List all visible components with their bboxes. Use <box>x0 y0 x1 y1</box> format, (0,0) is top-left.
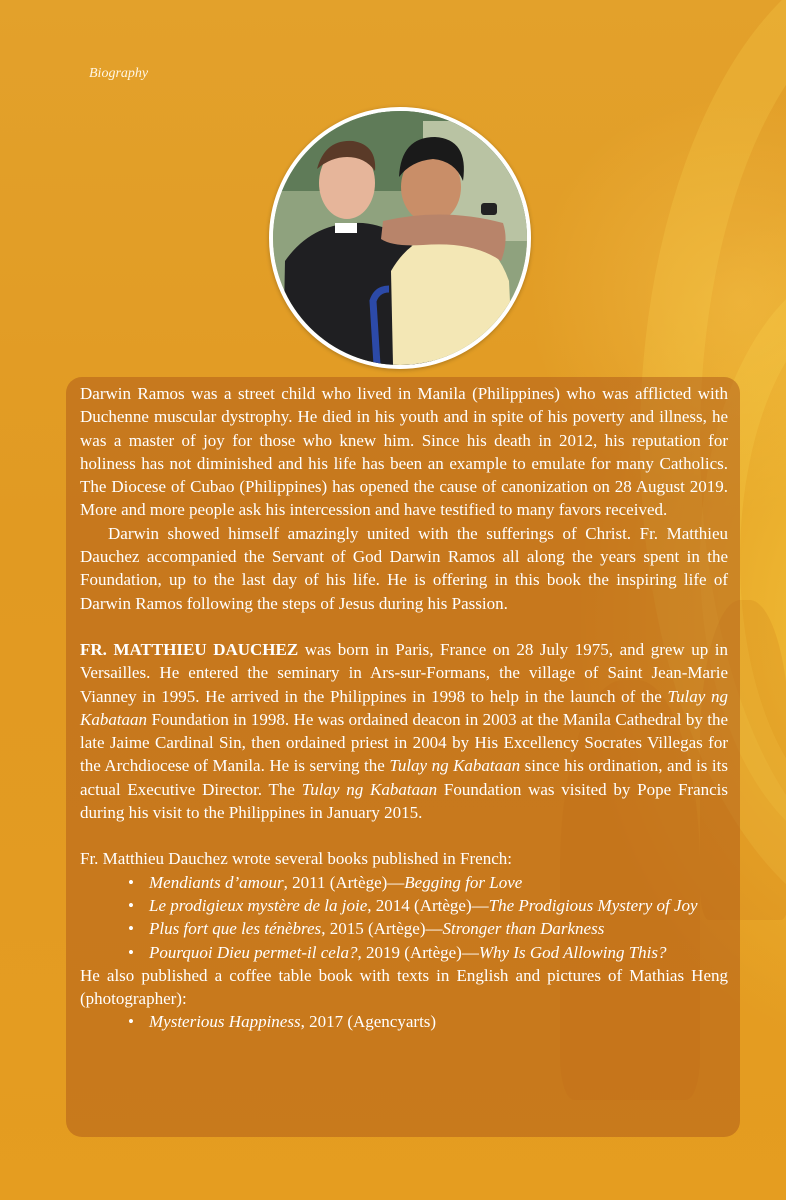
author-text-3: since his ordination, and is its actual Executive Director. The <box>80 756 728 799</box>
list-item <box>80 894 728 917</box>
list-item <box>80 917 728 940</box>
book-info: , 2019 (Artège)— <box>357 942 479 962</box>
book-title: Pourquoi Dieu permet-il cela? <box>149 942 358 962</box>
foundation-name-2: Tulay ng Kabataan <box>389 756 521 776</box>
bio-paragraph-2: Darwin showed himself amazingly united with the sufferings of Christ. Fr. Matthieu Dauchez accompanied the Servant of God Darwin Ramos all along the years spent in the Foundation, up to the last day of his life. He is offering in this book the inspiring life of Darwin Ramos following the steps of Jesus during his Passion. <box>80 523 728 613</box>
book-translation: Why Is God Allowing This? <box>478 942 667 962</box>
paragraph-gap <box>80 824 728 847</box>
coffee-table-intro: He also published a coffee table book with texts in English and pictures of Mathias Heng (photographer): <box>80 965 728 1009</box>
bullet-icon: • <box>128 872 134 892</box>
author-text-2: Foundation in 1998. He was ordained deacon in 2003 at the Manila Cathedral by the late Jaime Cardinal Sin, then ordained priest in 2004 by His Excellency Socrates Villegas for the Archdiocese of Manila. He is serving the <box>80 709 728 776</box>
bullet-icon: • <box>128 895 134 915</box>
author-paragraph <box>80 638 728 824</box>
book-title: Le prodigieux mystère de la joie <box>149 895 368 915</box>
bullet-icon: • <box>128 919 134 939</box>
author-name: FR. MATTHIEU DAUCHEZ <box>80 639 299 659</box>
book-translation: Begging for Love <box>404 872 523 892</box>
author-text-4: Foundation was visited by Pope Francis during his visit to the Philippines in January 2015. <box>80 779 728 823</box>
bullet-icon: • <box>128 942 134 962</box>
portrait-photo-icon <box>273 111 527 365</box>
paragraph-gap <box>80 615 728 638</box>
list-item <box>80 941 728 964</box>
foundation-name-1: Tulay ng Kabataan <box>80 686 728 729</box>
book-info: , 2011 (Artège)— <box>283 872 405 892</box>
biography-text <box>80 382 728 1034</box>
book-info: , 2014 (Artège)— <box>367 895 489 915</box>
bio-paragraph-1: Darwin Ramos was a street child who lived in Manila (Philippines) who was afflicted with Duchenne muscular dystrophy. He died in his youth and in spite of his poverty and illness, he was a master of joy for those who knew him. Since his death in 2012, his reputation for holiness has not diminished and his life has been an example to emulate for many Catholics. The Diocese of Cubao (Philippines) has opened the cause of canonization on 28 August 2019. More and more people ask his intercession and have testified to many favors received. <box>80 384 728 520</box>
foundation-name-3: Tulay ng Kabataan <box>301 779 438 799</box>
book-title: Plus fort que les ténèbres <box>149 919 322 939</box>
list-item <box>80 1010 728 1033</box>
books-intro: Fr. Matthieu Dauchez wrote several books published in French: <box>80 849 512 869</box>
french-books-list <box>80 871 728 964</box>
book-title: Mendiants d’amour <box>149 872 284 892</box>
book-translation: The Prodigious Mystery of Joy <box>488 895 698 915</box>
book-info: , 2015 (Artège)— <box>321 919 443 939</box>
author-text-1: was born in Paris, France on 28 July 1975, and grew up in Versailles. He entered the seminary in Ars-sur-Formans, the village of Saint Jean-Marie Vianney in 1995. He arrived in the Philippines in 1998 to help in the launch of the <box>80 639 728 706</box>
portrait-photo <box>269 107 531 369</box>
book-title: Mysterious Happiness <box>149 1012 301 1032</box>
section-label: Biography <box>89 66 149 81</box>
bullet-icon: • <box>128 1012 134 1032</box>
book-translation: Stronger than Darkness <box>442 919 605 939</box>
list-item <box>80 871 728 894</box>
book-info: , 2017 (Agencyarts) <box>300 1012 437 1032</box>
coffee-table-books-list <box>80 1010 728 1033</box>
